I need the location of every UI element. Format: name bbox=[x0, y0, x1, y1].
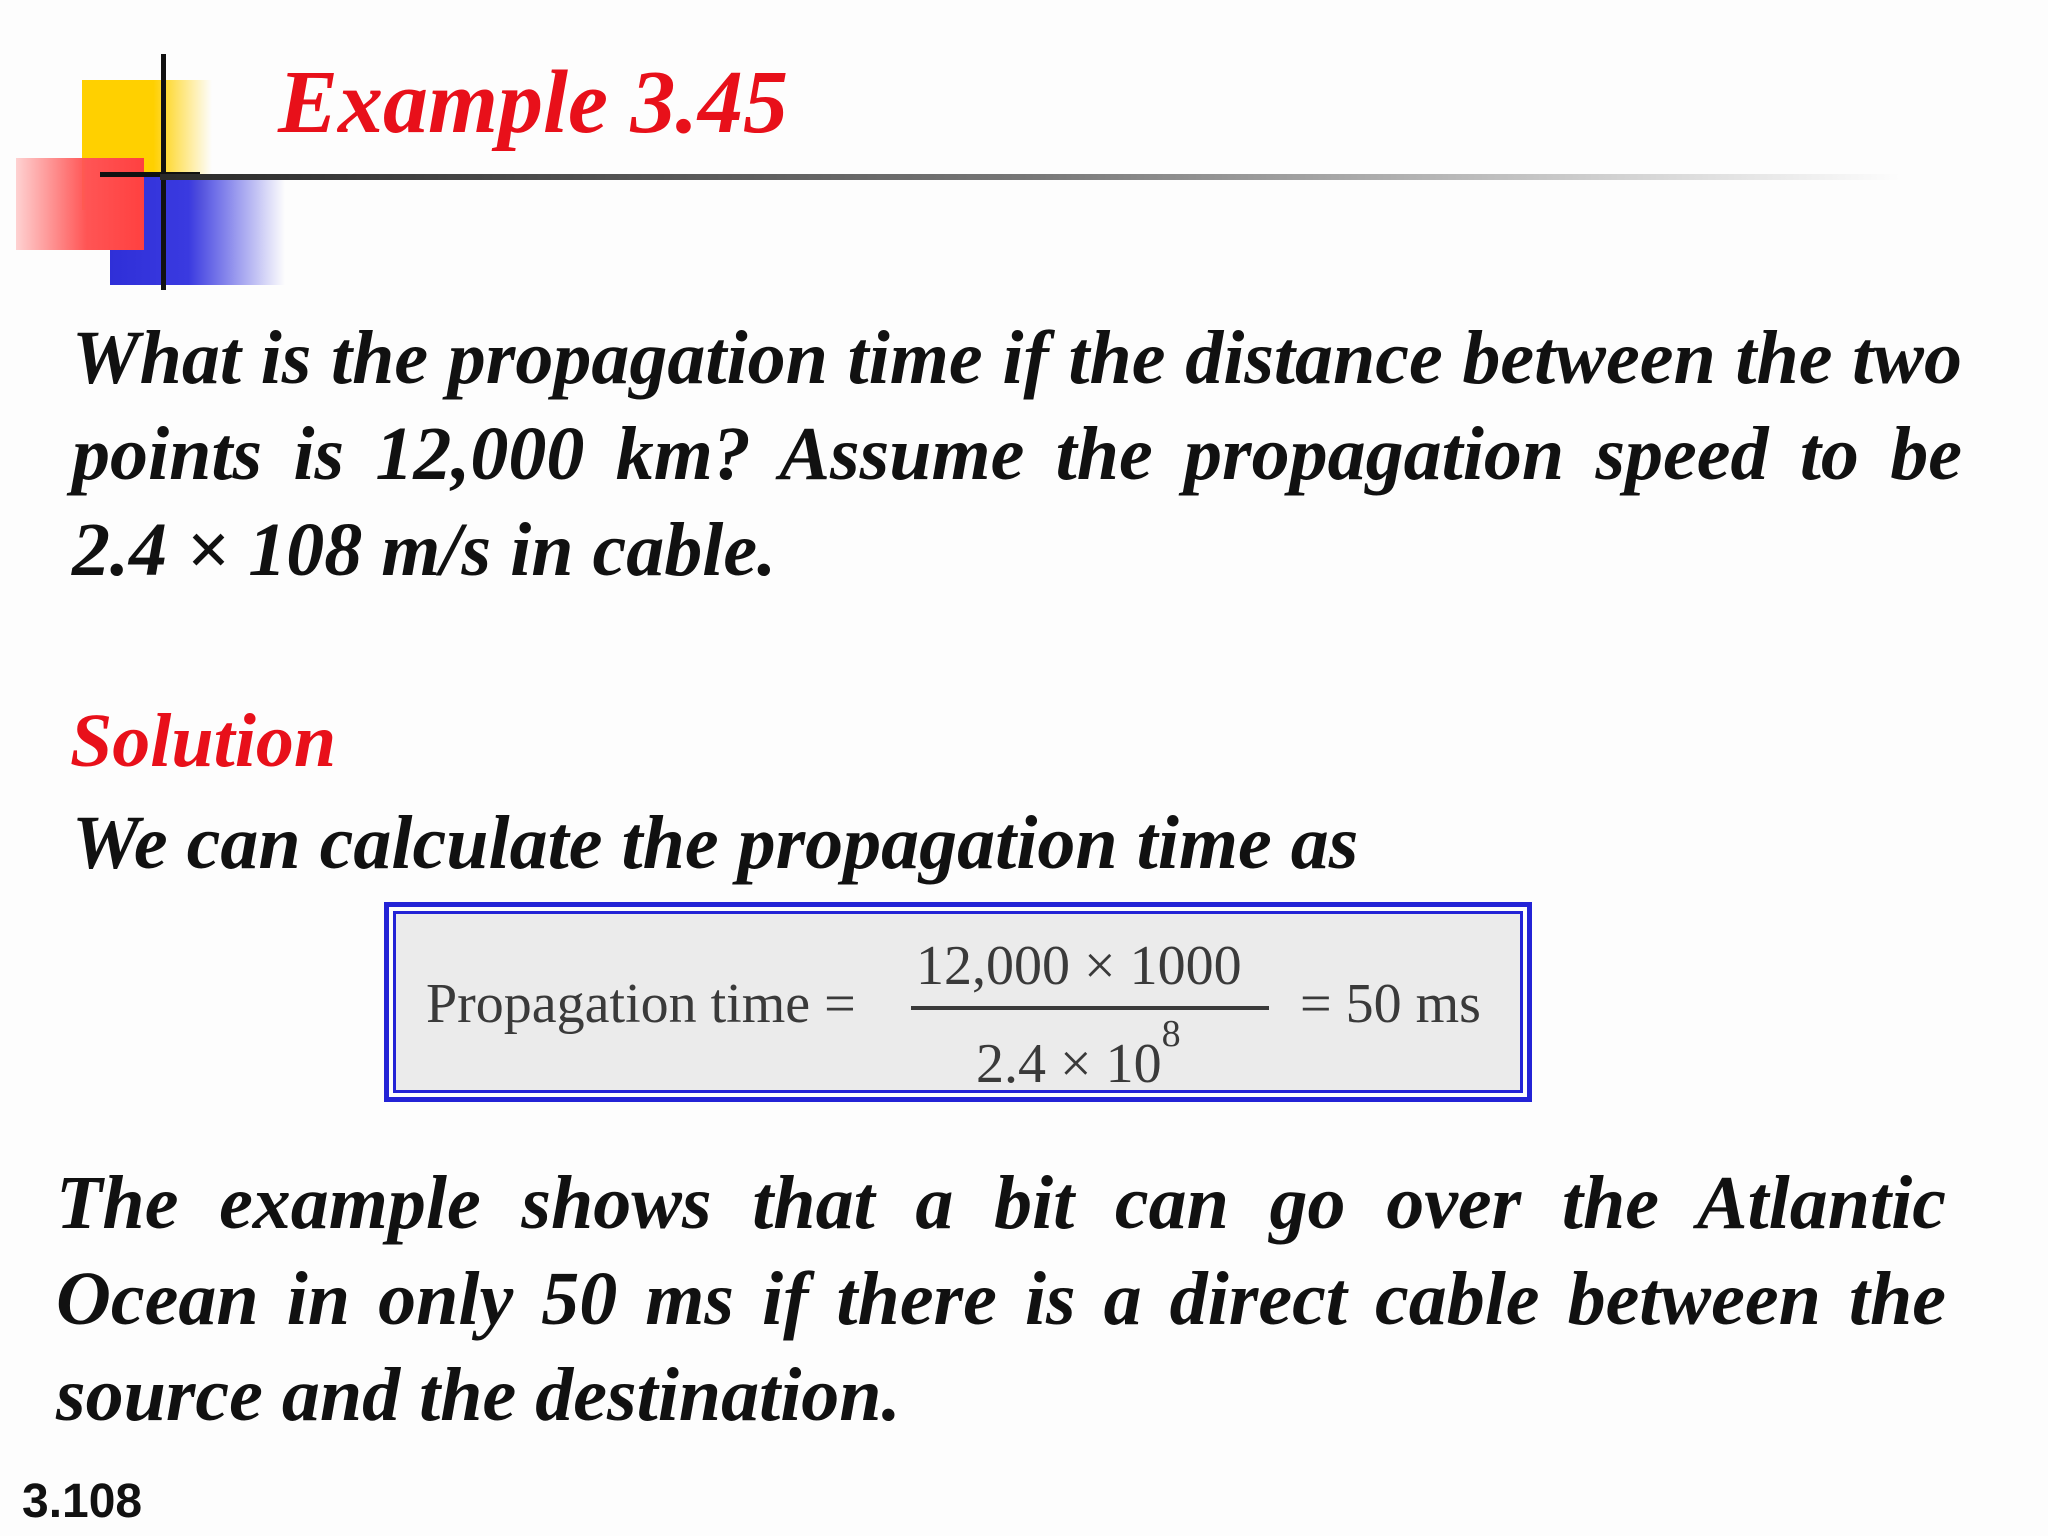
solution-heading: Solution bbox=[70, 699, 337, 783]
denominator-exponent: 8 bbox=[1161, 1013, 1181, 1055]
conclusion-text: The example shows that a bit can go over the Atlantic Ocean in only 50 ms if there is a direct cable between the source and the destination. bbox=[56, 1161, 1946, 1437]
solution-text: We can calculate the propagation time as bbox=[72, 801, 1359, 885]
formula-result: = 50 ms bbox=[1300, 973, 1481, 1035]
denominator-base: 2.4 × 10 bbox=[976, 1033, 1162, 1095]
fraction-bar bbox=[911, 1006, 1269, 1010]
formula-denominator bbox=[976, 1013, 1181, 1095]
formula-numerator: 12,000 × 1000 bbox=[916, 935, 1242, 997]
title-underline bbox=[160, 174, 1900, 180]
slide-logo-decoration bbox=[0, 0, 300, 300]
question-text: What is the propagation time if the distance between the two points is 12,000 km? Assume the propagation speed to be 2.4 × 108 m/s in cable. bbox=[72, 316, 1962, 592]
formula-box bbox=[384, 902, 1532, 1102]
page-number: 3.108 bbox=[22, 1475, 143, 1528]
formula-label: Propagation time = bbox=[426, 973, 856, 1035]
formula-panel bbox=[393, 911, 1523, 1093]
slide-title: Example 3.45 bbox=[278, 53, 788, 152]
